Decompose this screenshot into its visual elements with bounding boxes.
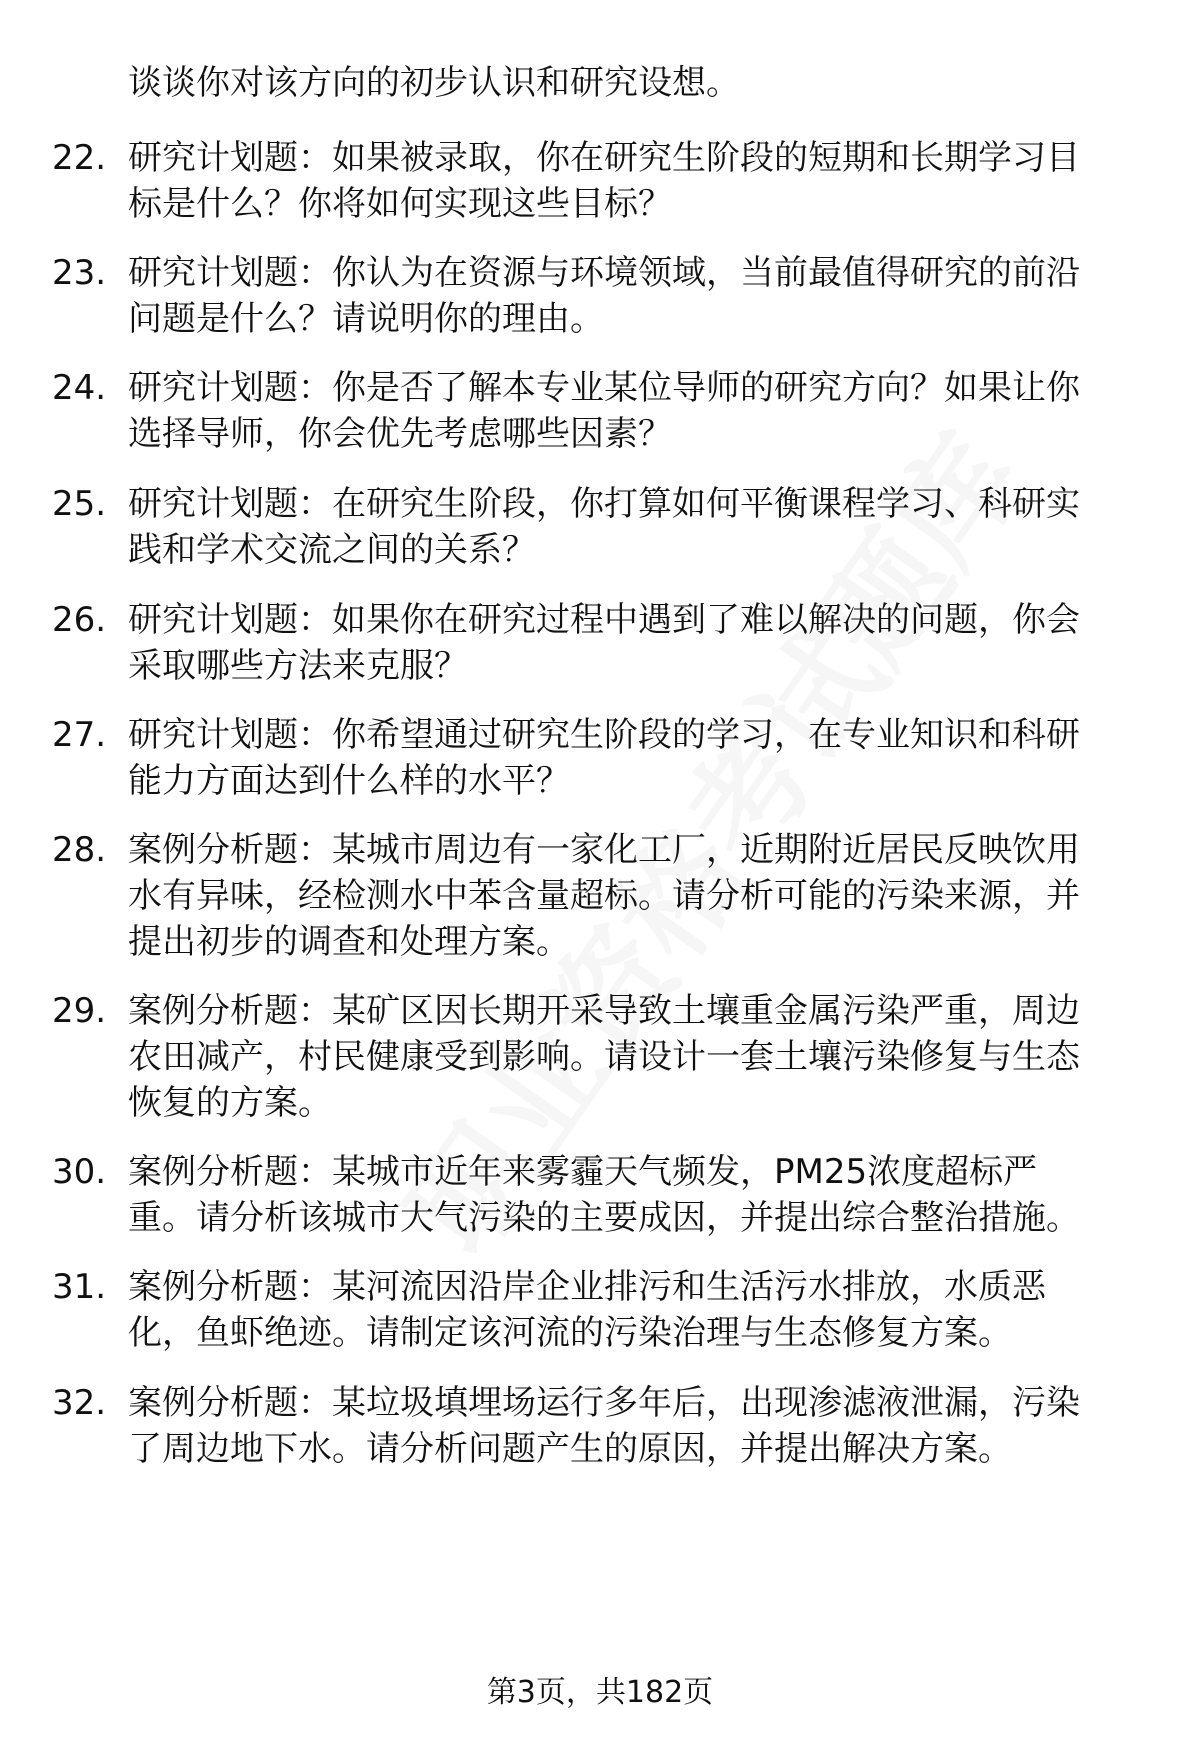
item-text: [128, 135, 1148, 227]
item-line: 化，鱼虾绝迹。请制定该河流的污染治理与生态修复方案。: [128, 1313, 1012, 1353]
item-text: [128, 597, 1148, 689]
item-number: 28.: [52, 830, 107, 870]
item-text: [128, 1264, 1148, 1356]
item-line: 研究计划题：你是否了解本专业某位导师的研究方向？如果让你: [128, 368, 1080, 408]
item-line: 案例分析题：某河流因沿岸企业排污和生活污水排放，水质恶: [128, 1267, 1046, 1307]
item-line: 水有异味，经检测水中苯含量超标。请分析可能的污染来源，并: [128, 876, 1080, 916]
item-number: 27.: [52, 715, 107, 755]
item-number: 24.: [52, 368, 107, 408]
item-line: 农田减产，村民健康受到影响。请设计一套土壤污染修复与生态: [128, 1037, 1080, 1077]
item-line: 了周边地下水。请分析问题产生的原因，并提出解决方案。: [128, 1429, 1012, 1469]
item-line: 研究计划题：你认为在资源与环境领域，当前最值得研究的前沿: [128, 253, 1080, 293]
item-line: 研究计划题：在研究生阶段，你打算如何平衡课程学习、科研实: [128, 484, 1080, 524]
item-line: 标是什么？你将如何实现这些目标？: [128, 184, 672, 224]
item-line: 案例分析题：某矿区因长期开采导致土壤重金属污染严重，周边: [128, 991, 1080, 1031]
item-line: 恢复的方案。: [128, 1083, 332, 1123]
item-line: 重。请分析该城市大气污染的主要成因，并提出综合整治措施。: [128, 1198, 1080, 1238]
item-number: 25.: [52, 484, 107, 524]
item-text: [128, 1380, 1148, 1472]
item-number: 31.: [52, 1267, 107, 1307]
item-text: [128, 481, 1148, 573]
item-line: 研究计划题：如果你在研究过程中遇到了难以解决的问题，你会: [128, 600, 1080, 640]
item-line: 提出初步的调查和处理方案。: [128, 922, 570, 962]
item-line: 案例分析题：某垃圾填埋场运行多年后，出现渗滤液泄漏，污染: [128, 1383, 1080, 1423]
item-line: 选择导师，你会优先考虑哪些因素？: [128, 414, 672, 454]
item-line: 能力方面达到什么样的水平？: [128, 761, 570, 801]
item-number: 23.: [52, 253, 107, 293]
item-text: [128, 365, 1148, 457]
item-text: [128, 988, 1148, 1126]
item-text: [128, 712, 1148, 804]
item-text: [128, 1149, 1148, 1241]
item-text: [128, 250, 1148, 342]
item-line: 问题是什么？请说明你的理由。: [128, 299, 604, 339]
previous-item-continuation: 谈谈你对该方向的初步认识和研究设想。: [128, 63, 740, 103]
item-line: 采取哪些方法来克服？: [128, 646, 468, 686]
item-number: 32.: [52, 1383, 107, 1423]
page-footer: 第3页，共182页: [486, 1675, 714, 1710]
item-number: 22.: [52, 138, 107, 178]
item-number: 29.: [52, 991, 107, 1031]
item-text: [128, 827, 1148, 965]
item-line: 案例分析题：某城市周边有一家化工厂，近期附近居民反映饮用: [128, 830, 1080, 870]
item-line: 案例分析题：某城市近年来雾霾天气频发，PM25浓度超标严: [128, 1152, 1038, 1192]
item-line: 研究计划题：你希望通过研究生阶段的学习，在专业知识和科研: [128, 715, 1080, 755]
item-line: 研究计划题：如果被录取，你在研究生阶段的短期和长期学习目: [128, 138, 1080, 178]
item-number: 30.: [52, 1152, 107, 1192]
item-number: 26.: [52, 600, 107, 640]
item-line: 践和学术交流之间的关系？: [128, 530, 536, 570]
